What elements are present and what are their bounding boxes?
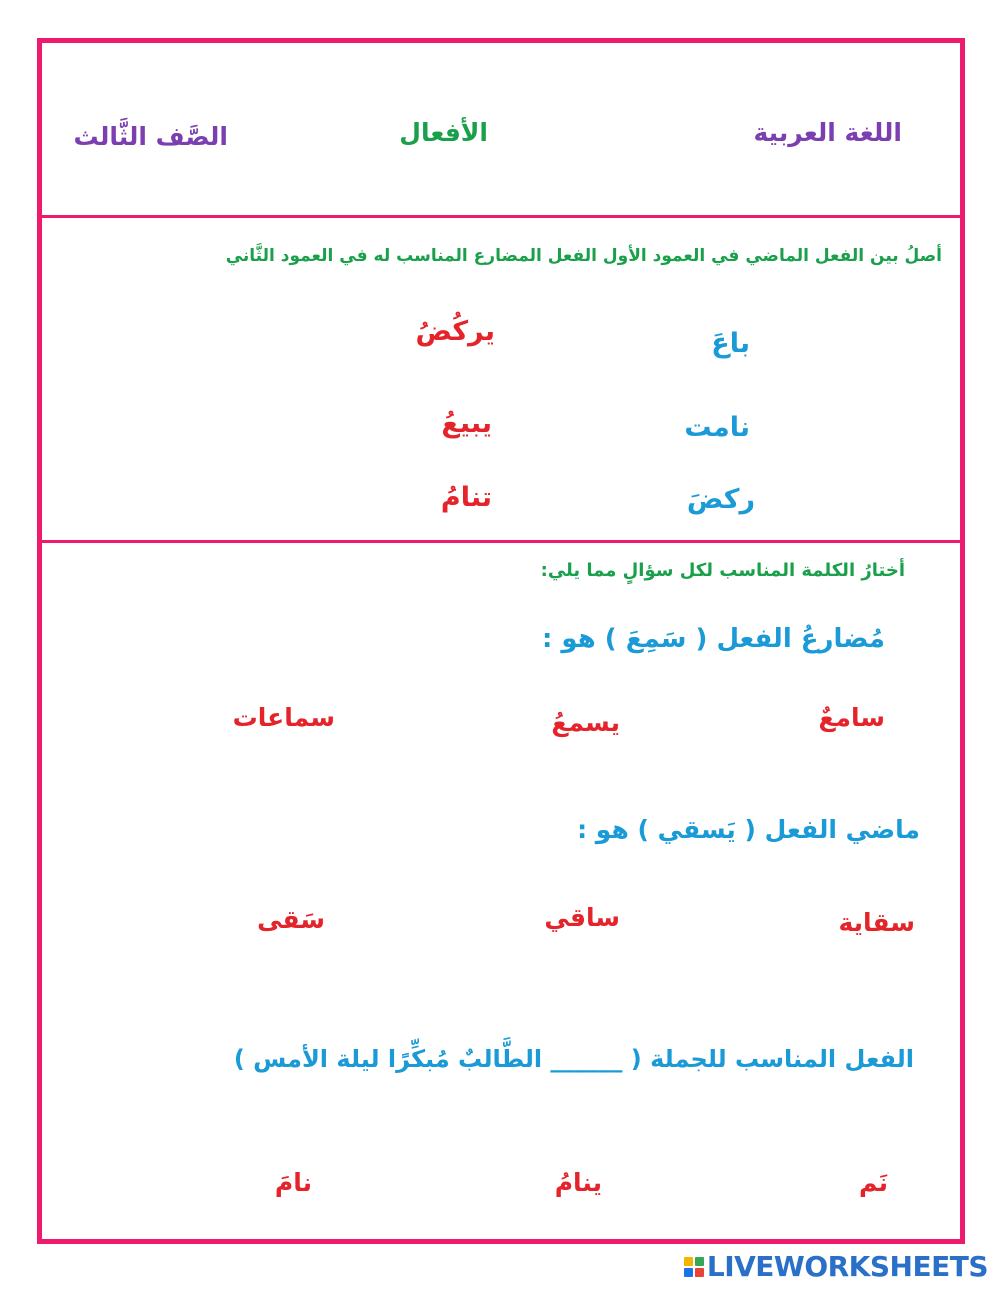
question-1-prompt: مُضارعُ الفعل ( سَمِعَ ) هو :	[541, 624, 885, 654]
q2-option-2[interactable]: ساقي	[544, 903, 620, 932]
subject-title: اللغة العربية	[753, 118, 902, 147]
past-verb-1[interactable]: باعَ	[711, 328, 750, 359]
q1-option-3[interactable]: سماعات	[232, 703, 335, 732]
topic-title: الأفعال	[399, 118, 488, 147]
q3-option-3[interactable]: نامَ	[274, 1168, 312, 1197]
q1-option-2[interactable]: يسمعُ	[551, 708, 620, 737]
past-verb-2[interactable]: نامت	[684, 412, 750, 443]
present-verb-2[interactable]: يبيعُ	[441, 408, 492, 439]
q2-option-3[interactable]: سَقى	[257, 905, 325, 934]
q3-option-2[interactable]: ينامُ	[554, 1168, 602, 1197]
present-verb-1[interactable]: يركُضُ	[415, 316, 495, 347]
matching-instruction: أصلُ بين الفعل الماضي في العمود الأول الفعل المضارع المناسب له في العمود الثَّاني	[225, 246, 942, 266]
liveworksheets-logo-icon	[684, 1257, 704, 1277]
header-divider	[42, 215, 960, 218]
brand-name: LIVEWORKSHEETS	[706, 1250, 988, 1283]
choice-instruction: أختارُ الكلمة المناسب لكل سؤالٍ مما يلي:	[540, 560, 905, 581]
question-3-prompt: الفعل المناسب للجملة ( ______ الطَّالبٌ مُبكِّرًا ليلة الأمس )	[233, 1045, 914, 1073]
past-verb-3[interactable]: ركضَ	[686, 484, 755, 515]
liveworksheets-brand[interactable]	[684, 1250, 988, 1283]
section-divider	[42, 540, 960, 543]
q1-option-1[interactable]: سامعٌ	[818, 703, 885, 732]
present-verb-3[interactable]: تنامُ	[440, 482, 492, 513]
q3-option-1[interactable]: نَم	[859, 1168, 888, 1197]
grade-label: الصَّف الثَّالث	[73, 122, 228, 151]
q2-option-1[interactable]: سقاية	[838, 908, 915, 937]
question-2-prompt: ماضي الفعل ( يَسقي ) هو :	[577, 815, 920, 844]
